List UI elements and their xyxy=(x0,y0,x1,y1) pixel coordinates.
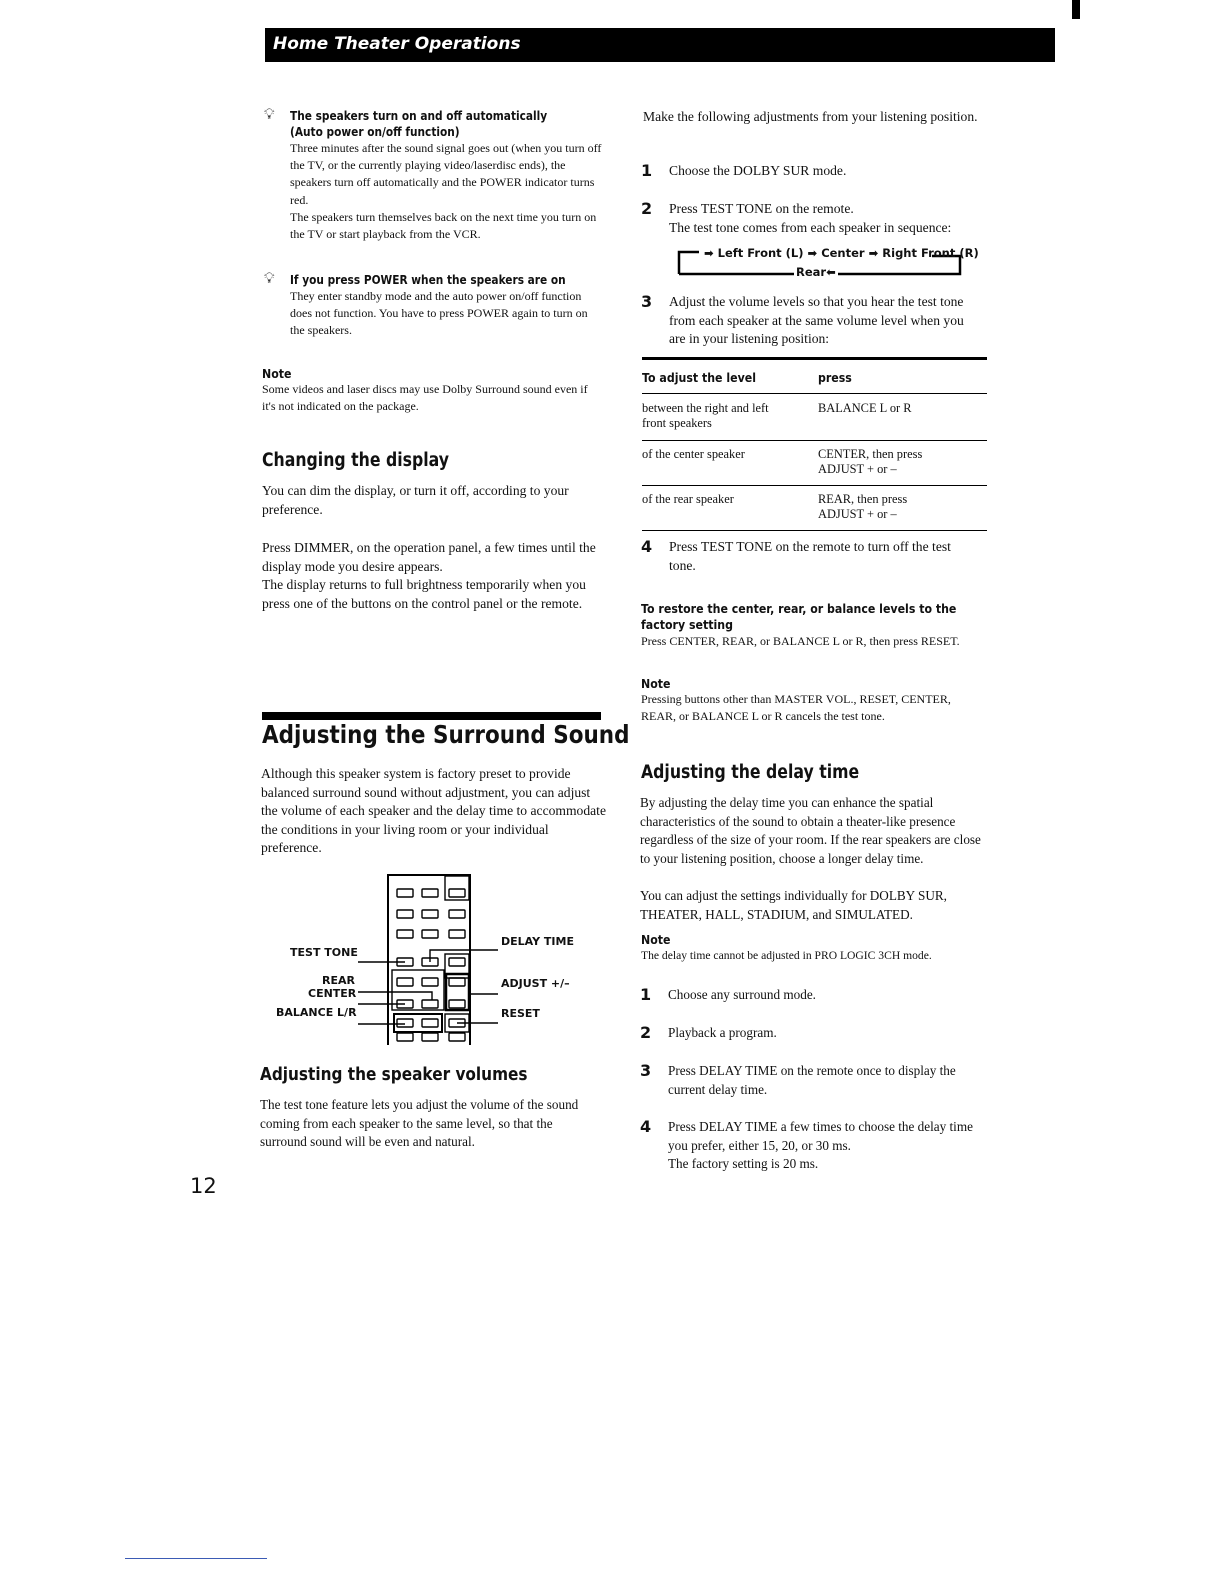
arrow-icon: ➡ xyxy=(704,246,714,260)
intro: Make the following adjustments from your listening position. xyxy=(643,109,978,124)
label-rear: REAR xyxy=(322,974,355,987)
arrow-icon: ➡ xyxy=(868,246,879,260)
label-adjust: ADJUST +/– xyxy=(501,977,570,990)
speaker-volumes-heading: Adjusting the speaker volumes xyxy=(260,1064,528,1085)
table-row: between the right and left front speakers BALANCE L or R xyxy=(642,394,987,441)
lightbulb-icon: 💡︎ xyxy=(264,271,275,287)
table-row: of the center speaker CENTER, then press ADJUST + or – xyxy=(642,441,987,486)
note-test-tone: Note Pressing buttons other than MASTER VOL., RESET, CENTER, REAR, or BALANCE L or R cancels the test tone. xyxy=(641,676,951,724)
table-row: of the rear speaker REAR, then press ADJUST + or – xyxy=(642,486,987,531)
page-number: 12 xyxy=(190,1174,217,1198)
speaker-sequence xyxy=(677,246,979,279)
step-4: 4 Press TEST TONE on the remote to turn off the test tone. xyxy=(641,537,951,573)
note-pro-logic: Note The delay time cannot be adjusted in PRO LOGIC 3CH mode. xyxy=(641,932,932,962)
section-title: Home Theater Operations xyxy=(273,34,521,54)
bottom-rule xyxy=(125,1558,267,1559)
label-delay-time: DELAY TIME xyxy=(501,935,574,948)
lightbulb-icon: 💡︎ xyxy=(264,107,275,123)
delay-step-1: 1 Choose any surround mode. xyxy=(640,985,816,1004)
level-table xyxy=(642,357,987,531)
label-center: CENTER xyxy=(308,987,357,1000)
note-dolby: Note Some videos and laser discs may use Dolby Surround sound even if it's not indicated on the package. xyxy=(262,366,588,414)
step-3: 3 Adjust the volume levels so that you hear the test tone from each speaker at the same volume level when you are in your listening position: xyxy=(641,292,964,347)
step-1: 1 Choose the DOLBY SUR mode. xyxy=(641,161,847,180)
paragraph: Although this speaker system is factory preset to provide balanced surround sound without adjustment, you can adjust the volume of each speaker and the delay time to accommodate the conditions in your living room or your individual preference. xyxy=(261,766,606,856)
corner-mark xyxy=(1072,0,1080,19)
remote-buttons xyxy=(397,889,465,1041)
paragraph: The test tone feature lets you adjust the volume of the sound coming from each speaker to the same level, so that the surround sound will be even and natural. xyxy=(260,1097,579,1150)
section-rule xyxy=(262,712,601,720)
paragraph: By adjusting the delay time you can enhance the spatial characteristics of the sound to obtain a theater-like presence regardless of the size of your room. If the rear speakers are close to your listening position, choose a longer delay time. xyxy=(640,795,981,866)
delay-step-2: 2 Playback a program. xyxy=(640,1023,777,1042)
section-header-bar xyxy=(265,28,1055,62)
arrow-icon: ➡ xyxy=(807,246,818,260)
seq-left-front: Left Front (L) xyxy=(717,246,804,260)
seq-center: Center xyxy=(821,246,865,260)
changing-display-heading: Changing the display xyxy=(262,450,449,471)
restore-block: To restore the center, rear, or balance levels to the factory setting Press CENTER, REAR, or BALANCE L or R, then press RESET. xyxy=(641,601,960,648)
delay-heading: Adjusting the delay time xyxy=(641,762,860,783)
paragraph: You can dim the display, or turn it off, according to your preference. xyxy=(262,483,569,517)
delay-step-4: 4 Press DELAY TIME a few times to choose the delay time you prefer, either 15, 20, or 30 ms. The factory setting is 20 ms. xyxy=(640,1117,973,1172)
label-test-tone: TEST TONE xyxy=(290,946,358,959)
arrow-left-icon: ⬅ xyxy=(826,265,836,279)
label-reset: RESET xyxy=(501,1007,540,1020)
surround-heading: Adjusting the Surround Sound xyxy=(262,720,630,749)
paragraph: Press DIMMER, on the operation panel, a few times until the display mode you desire appears. xyxy=(262,540,596,574)
paragraph: You can adjust the settings individually for DOLBY SUR, THEATER, HALL, STADIUM, and SIMULATED. xyxy=(640,888,947,922)
delay-step-3: 3 Press DELAY TIME on the remote once to display the current delay time. xyxy=(640,1061,956,1097)
table-header: To adjust the level press xyxy=(642,359,987,394)
tip-auto-power: 💡︎ The speakers turn on and off automatically (Auto power on/off function) Three minutes after the sound signal goes out (when you turn off the TV, or the currently playing video/laserdisc ends), the speakers turn off automatically and the POWER indicator turns red. The speakers turn themselves back on the next time you turn on the TV or start playback from the VCR. xyxy=(264,107,602,242)
seq-right-front: Right Front (R) xyxy=(882,246,979,260)
paragraph: The display returns to full brightness temporarily when you press one of the buttons on the control panel or the remote. xyxy=(262,577,586,611)
remote-diagram xyxy=(270,870,590,1050)
label-balance: BALANCE L/R xyxy=(276,1006,357,1019)
tip-power: 💡︎ If you press POWER when the speakers are on They enter standby mode and the auto power on/off function does not function. You have to press POWER again to turn on the speakers. xyxy=(264,271,588,338)
seq-rear: Rear xyxy=(796,265,827,279)
step-2: 2 Press TEST TONE on the remote. The test tone comes from each speaker in sequence: xyxy=(641,199,952,235)
